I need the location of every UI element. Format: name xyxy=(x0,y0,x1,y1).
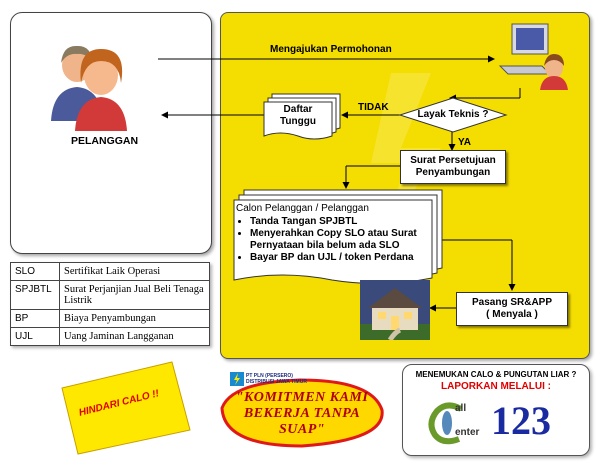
glossary-table xyxy=(10,262,210,346)
commitment-line1: "KOMITMEN KAMI xyxy=(235,390,369,405)
report-box xyxy=(402,364,590,456)
glossary-abbr: UJL xyxy=(11,328,60,346)
approval-letter-box xyxy=(400,150,506,184)
table-row xyxy=(11,281,210,310)
glossary-meaning: Biaya Penyambungan xyxy=(60,310,210,328)
call-word: all xyxy=(455,403,467,414)
waitlist-line2: Tunggu xyxy=(280,116,316,127)
glossary-meaning: Sertifikat Laik Operasi xyxy=(60,263,210,281)
table-row xyxy=(11,310,210,328)
yes-label: YA xyxy=(458,137,471,148)
customer-doc-item: • Bayar BP dan UJL / token Perdana xyxy=(250,252,434,264)
customer-doc-list xyxy=(236,216,434,264)
glossary-abbr: SPJBTL xyxy=(11,281,60,310)
pln-company-text xyxy=(246,373,307,385)
customer-doc-item: • Menyerahkan Copy SLO atau Surat Pernyataan bila belum ada SLO xyxy=(250,228,434,252)
waitlist-label xyxy=(264,104,332,128)
pln-line1: PT PLN (PERSERO) xyxy=(246,373,293,379)
customer-doc-content xyxy=(236,203,434,279)
customer-doc-item: • Tanda Tangan SPJBTL xyxy=(250,216,434,228)
install-box xyxy=(456,292,568,326)
no-label: TIDAK xyxy=(358,102,389,113)
table-row xyxy=(11,328,210,346)
pln-logo-icon xyxy=(230,372,244,386)
operator-computer-icon xyxy=(494,22,574,92)
approval-line1: Surat Persetujuan xyxy=(410,155,496,166)
report-line2: LAPORKAN MELALUI : xyxy=(441,381,551,392)
glossary-meaning: Uang Jaminan Langganan xyxy=(60,328,210,346)
glossary-meaning: Surat Perjanjian Jual Beli Tenaga Listrik xyxy=(60,281,210,310)
customer-doc-title: Calon Pelanggan / Pelanggan xyxy=(236,203,369,214)
center-word: enter xyxy=(455,427,480,438)
table-row xyxy=(11,263,210,281)
avoid-broker-text: HINDARI CALO !! xyxy=(77,388,161,419)
approval-line2: Penyambungan xyxy=(415,167,491,178)
decision-label: Layak Teknis ? xyxy=(417,109,489,120)
report-line1: MENEMUKAN CALO & PUNGUTAN LIAR ? xyxy=(415,370,577,379)
call-center-number: 123 xyxy=(491,398,551,443)
install-line1: Pasang SR&APP xyxy=(471,297,553,308)
commitment-line2: BEKERJA TANPA SUAP" xyxy=(243,406,361,437)
waitlist-line1: Daftar xyxy=(283,104,313,115)
request-label: Mengajukan Permohonan xyxy=(270,44,392,55)
customer-label: PELANGGAN xyxy=(71,135,139,147)
glossary-abbr: SLO xyxy=(11,263,60,281)
commitment-text xyxy=(222,390,382,438)
house-image xyxy=(360,280,430,340)
pln-line2: DISTRIBUSI JAWA TIMUR xyxy=(246,379,307,385)
install-line2: ( Menyala ) xyxy=(486,309,538,320)
glossary-abbr: BP xyxy=(11,310,60,328)
